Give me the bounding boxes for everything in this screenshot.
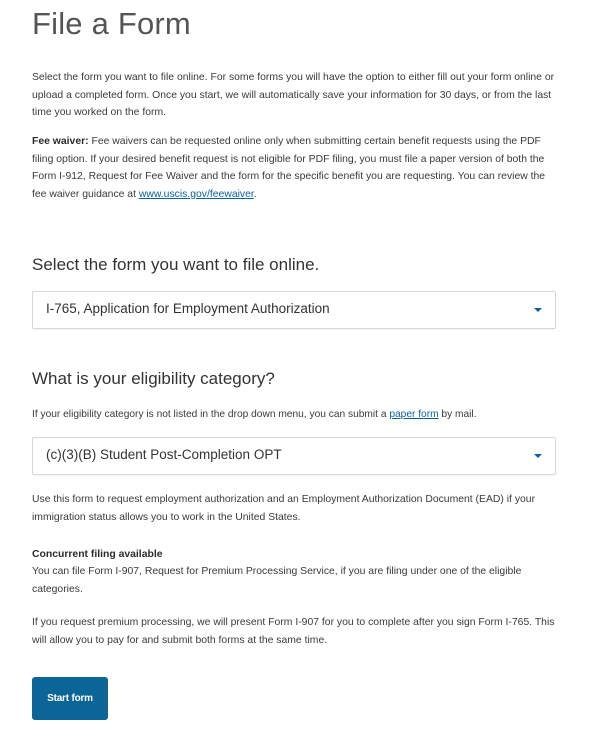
eligibility-help-suffix: by mail. xyxy=(438,409,477,420)
eligibility-select-dropdown[interactable] xyxy=(32,437,556,475)
concurrent-filing-title xyxy=(32,546,556,564)
eligibility-help-prefix: If your eligibility category is not listed in the drop down menu, you can submit a xyxy=(32,409,390,420)
fee-waiver-body: Fee waivers can be requested online only when submitting certain benefit requests using the PDF filing option. If your desired benefit request is not eligible for PDF filing, you must file a paper version of both the Form I-912, Request for Fee Waiver and the form for the specific benefit you are requesting. You can review the fee waiver guidance at xyxy=(32,136,546,200)
eligibility-help-text xyxy=(32,406,556,424)
form-select-dropdown[interactable] xyxy=(32,291,556,329)
form-select-heading: Select the form you want to file online. xyxy=(32,255,320,274)
concurrent-filing-title-text: Concurrent filing available xyxy=(32,549,163,560)
intro-text: Select the form you want to file online. For some forms you will have the option to either fill out your form online or upload a completed form. Once you start, we will automatically save your information for 30 days, or from the last time you worked on the form. xyxy=(32,72,555,118)
start-form-button[interactable]: Start form xyxy=(32,677,108,720)
form-select-value: I-765, Application for Employment Authorization xyxy=(46,301,330,316)
eligibility-select-value: (c)(3)(B) Student Post-Completion OPT xyxy=(46,447,282,462)
page-title: File a Form xyxy=(32,6,191,41)
fee-waiver-trailing: . xyxy=(253,188,257,200)
eligibility-heading: What is your eligibility category? xyxy=(32,369,275,388)
fee-waiver-text xyxy=(32,133,556,203)
paper-form-link[interactable]: paper form xyxy=(389,409,439,420)
form-description: Use this form to request employment authorization and an Employment Authorization Document (EAD) if your immigration status allows you to work in the United States. xyxy=(32,494,536,523)
fee-waiver-label: Fee waiver: xyxy=(32,136,89,147)
fee-waiver-link[interactable]: www.uscis.gov/feewaiver xyxy=(138,188,254,200)
concurrent-filing-body: You can file Form I-907, Request for Premium Processing Service, if you are filing under one of the eligible categories. xyxy=(32,566,522,595)
caret-down-icon xyxy=(534,454,542,458)
caret-down-icon xyxy=(534,308,542,312)
premium-processing-text: If you request premium processing, we will present Form I-907 for you to complete after you sign Form I-765. This will allow you to pay for and submit both forms at the same time. xyxy=(32,617,555,646)
